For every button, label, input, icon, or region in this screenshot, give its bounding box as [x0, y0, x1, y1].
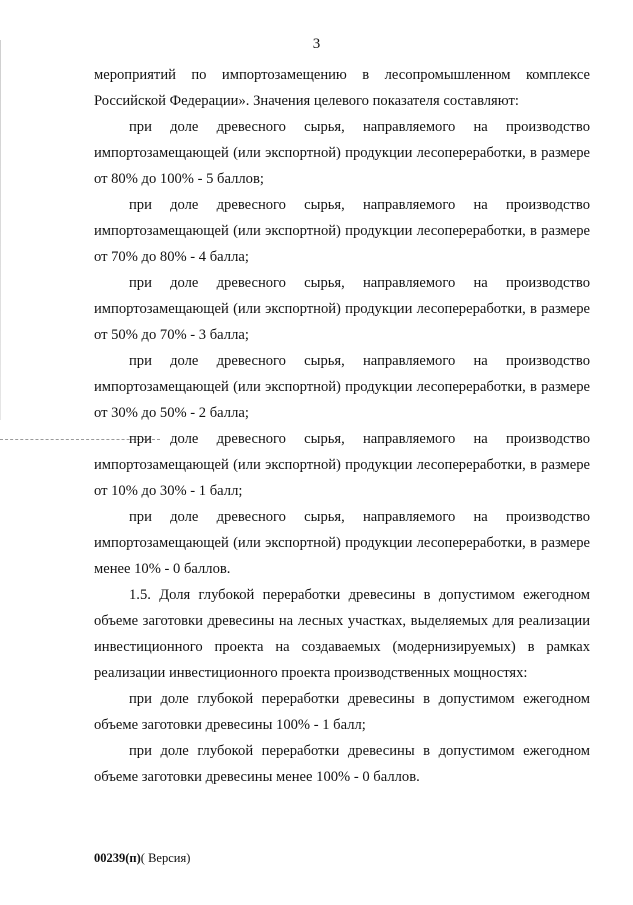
paragraph: мероприятий по импортозамещению в лесопромышленном комплексе Российской Федерации». Значения целевого показателя составляют: [94, 67, 590, 109]
document-footer [94, 850, 190, 866]
scan-edge-shadow [0, 40, 1, 420]
paragraph: при доле древесного сырья, направляемого на производство импортозамещающей (или экспортной) продукции лесопереработки, в размере от 80% до 100% - 5 баллов; [94, 119, 590, 187]
document-code: 00239(п) [94, 851, 141, 865]
paragraph: при доле глубокой переработки древесины в допустимом ежегодном объеме заготовки древесины менее 100% - 0 баллов. [94, 743, 590, 785]
page-number: 3 [312, 36, 321, 52]
paragraph: при доле древесного сырья, направляемого на производство импортозамещающей (или экспортной) продукции лесопереработки, в размере от 70% до 80% - 4 балла; [94, 197, 590, 265]
paragraph: при доле древесного сырья, направляемого на производство импортозамещающей (или экспортной) продукции лесопереработки, в размере от 50% до 70% - 3 балла; [94, 275, 590, 343]
paragraph: при доле древесного сырья, направляемого на производство импортозамещающей (или экспортной) продукции лесопереработки, в размере от 30% до 50% - 2 балла; [94, 353, 590, 421]
paragraph: 1.5. Доля глубокой переработки древесины в допустимом ежегодном объеме заготовки древесины на лесных участках, выделяемых для реализации инвестиционного проекта на создаваемых (модернизируемых) в рамках реализации инвестиционного проекта производственных мощностях: [94, 587, 590, 681]
paragraph: при доле древесного сырья, направляемого на производство импортозамещающей (или экспортной) продукции лесопереработки, в размере менее 10% - 0 баллов. [94, 509, 590, 577]
paragraph: при доле глубокой переработки древесины в допустимом ежегодном объеме заготовки древесины 100% - 1 балл; [94, 691, 590, 733]
document-body [94, 62, 590, 790]
paragraph: при доле древесного сырья, направляемого на производство импортозамещающей (или экспортной) продукции лесопереработки, в размере от 10% до 30% - 1 балл; [94, 431, 590, 499]
document-version-label: ( Версия) [140, 851, 191, 865]
